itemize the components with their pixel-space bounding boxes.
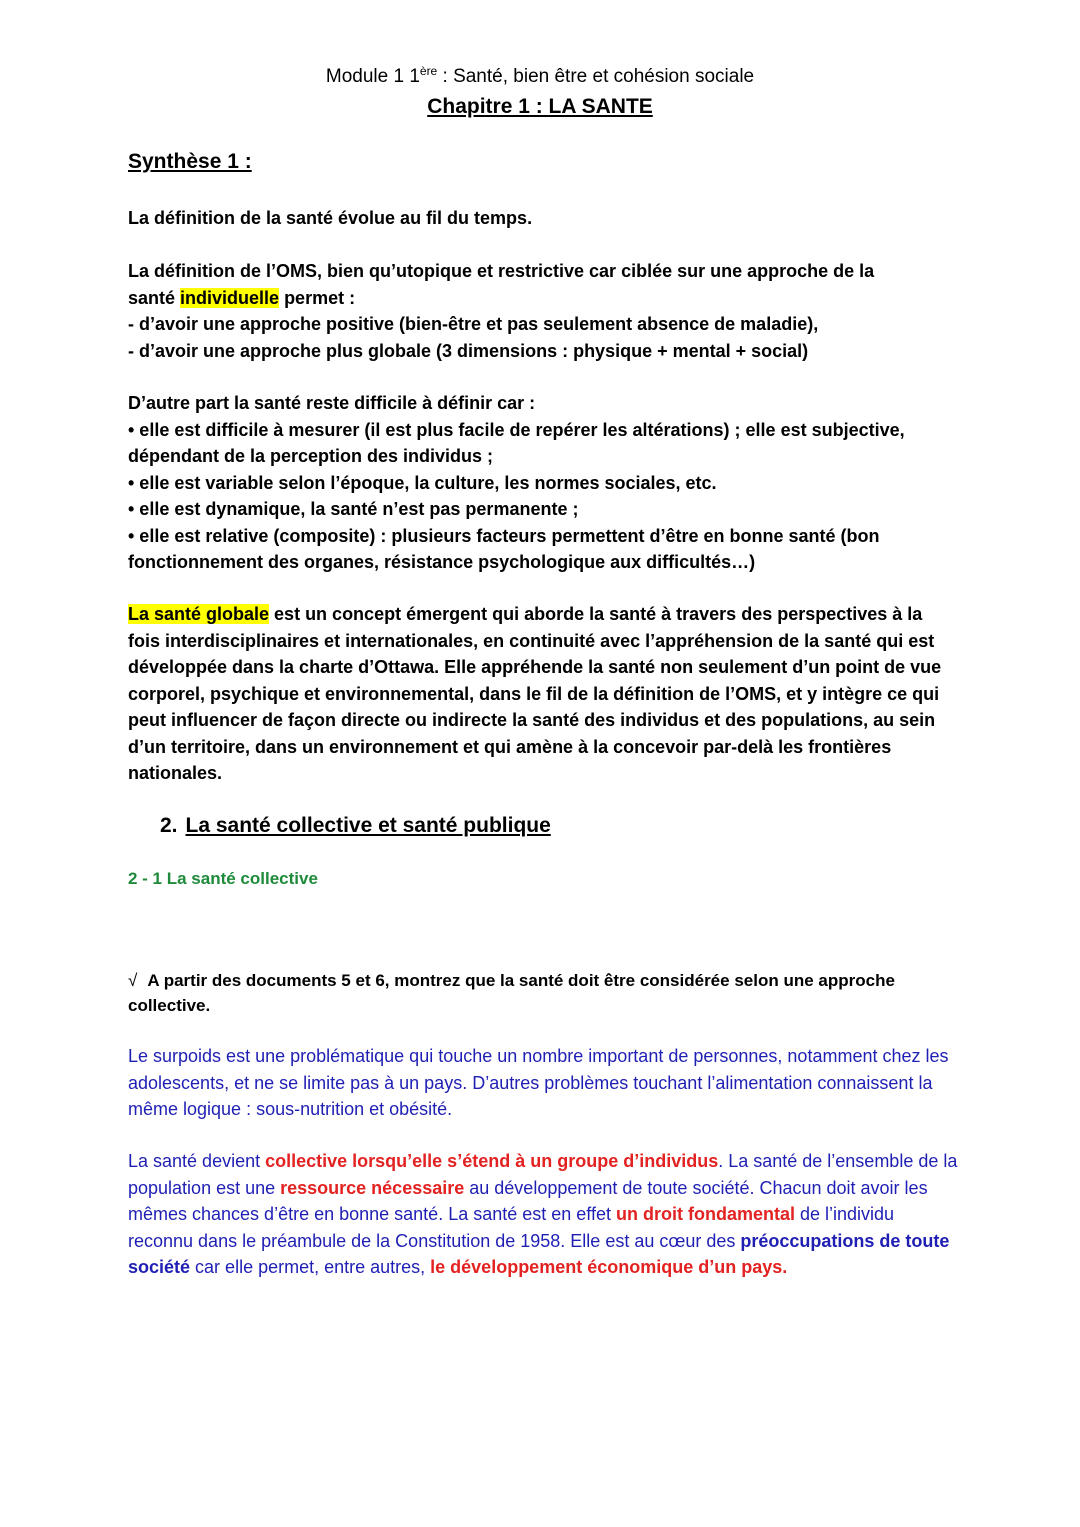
- highlight-sante-globale: La santé globale: [128, 604, 270, 624]
- oms-line-2: santé individuelle permet :: [128, 287, 356, 308]
- bullet-relative: • elle est relative (composite) : plusieurs facteurs permettent d’être en bonne santé (bon fonctionnement des organes, résistance psychologique aux difficultés…): [128, 525, 880, 572]
- paragraph-oms-definition: [128, 258, 958, 364]
- chapter-title: Chapitre 1 : LA SANTE: [427, 95, 653, 118]
- module-line: Module 1 1ère : Santé, bien être et cohésion sociale: [325, 64, 755, 87]
- subsection-2-1-heading: 2 - 1 La santé collective: [128, 869, 318, 888]
- section-2-heading: [160, 814, 551, 838]
- module-superscript: ère: [419, 64, 438, 78]
- bullet-variable: • elle est variable selon l’époque, la culture, les normes sociales, etc.: [128, 472, 717, 493]
- paragraph-sante-globale: La santé globale est un concept émergent qui aborde la santé à travers des perspectives à la fois interdisciplinaires et internationales, en continuité avec l’appréhension de la santé qui est développée dans la charte d’Ottawa. Elle appréhende la santé non seulement d’un point de vue corporel, psychique et environnemental, dans le fil de la définition de l’OMS, et y intègre ce qui peut influencer de façon directe ou indirecte la santé des individus et des populations, au sein d’un territoire, dans un environnement et qui amène à la concevoir par-delà les frontières nationales.: [128, 604, 942, 783]
- answer-paragraph-collective: La santé devient collective lorsqu’elle s’étend à un groupe d’individus. La santé de l’ensemble de la population est une ressource nécessaire au développement de toute société. Chacun doit avoir les mêmes chances d’être en bonne santé. La santé est en effet un droit fondamental de l’individu reconnu dans le préambule de la Constitution de 1958. Elle est au cœur des préoccupations de toute société car elle permet, entre autres, le développement économique d’un pays.: [128, 1151, 958, 1277]
- highlight-individuelle: individuelle: [180, 287, 280, 308]
- check-icon: √: [128, 971, 138, 990]
- oms-item-2: - d’avoir une approche plus globale (3 dimensions : physique + mental + social): [128, 340, 809, 361]
- paragraph-definition-evolves: La définition de la santé évolue au fil du temps.: [128, 208, 533, 228]
- oms-line-1: La définition de l’OMS, bien qu’utopique et restrictive car ciblée sur une approche de la: [128, 261, 875, 281]
- bullet-dynamic: • elle est dynamique, la santé n’est pas permanente ;: [128, 499, 579, 519]
- paragraph-difficult-to-define: [128, 390, 958, 576]
- section-2-title: La santé collective et santé publique: [185, 814, 551, 837]
- question-paragraph: √ A partir des documents 5 et 6, montrez que la santé doit être considérée selon une approche collective.: [128, 971, 895, 1015]
- difficult-intro: D’autre part la santé reste difficile à définir car :: [128, 393, 536, 413]
- synthese-title: Synthèse 1 :: [128, 150, 252, 173]
- answer-paragraph-surpoids: Le surpoids est une problématique qui touche un nombre important de personnes, notamment chez les adolescents, et ne se limite pas à un pays. D’autres problèmes touchant l’alimentation connaissent la même logique : sous-nutrition et obésité.: [128, 1046, 949, 1119]
- section-2-number: 2.: [160, 814, 178, 837]
- oms-item-1: - d’avoir une approche positive (bien-être et pas seulement absence de maladie),: [128, 314, 819, 334]
- bullet-measure: • elle est difficile à mesurer (il est plus facile de repérer les altérations) ; elle est subjective, dépendant de la perception des individus ;: [128, 419, 905, 466]
